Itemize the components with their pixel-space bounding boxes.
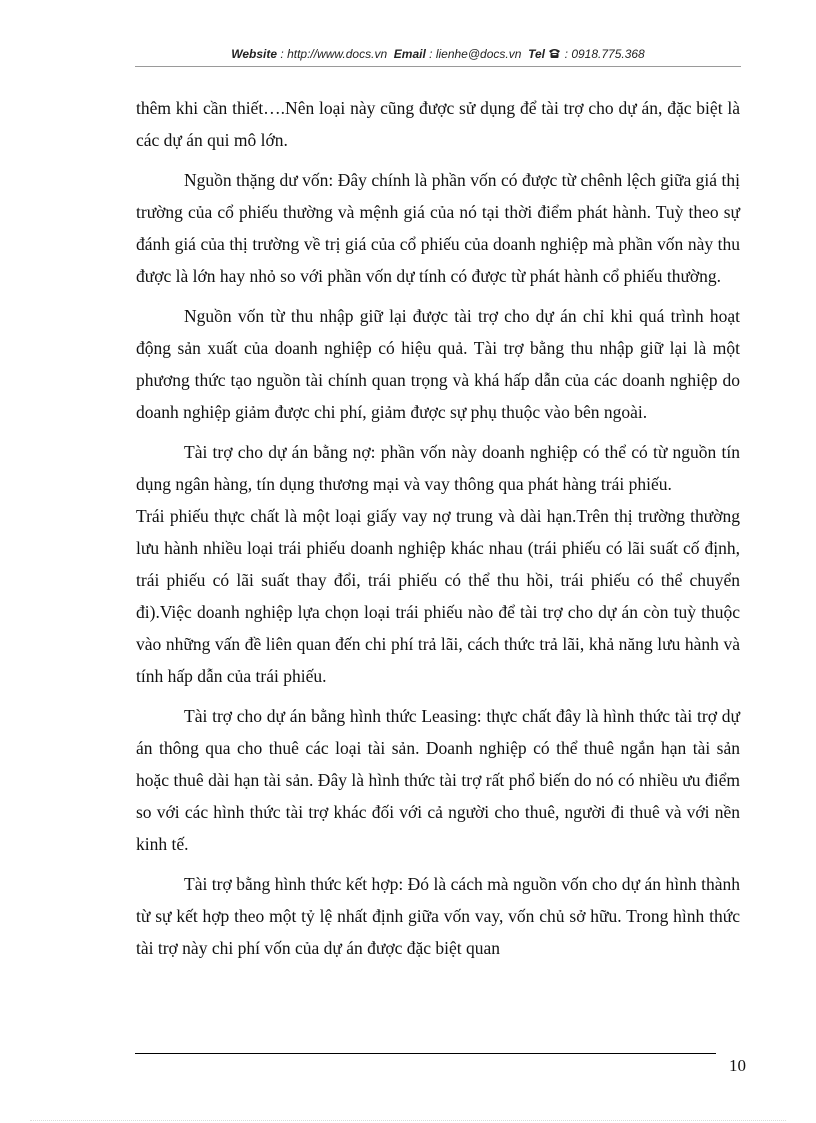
paragraph-debt-financing: Tài trợ cho dự án bằng nợ: phần vốn này doanh nghiệp có thể có từ nguồn tín dụng ngân hàng, tín dụng thương mại và vay thông qua phát hàng trái phiếu. — [136, 442, 740, 494]
document-body — [136, 92, 740, 972]
paragraph-surplus-capital: Nguồn thặng dư vốn: Đây chính là phần vốn có được từ chênh lệch giữa giá thị trường của cổ phiếu thường và mệnh giá của nó tại thời điểm phát hành. Tuỳ theo sự đánh giá của thị trường về trị giá của cổ phiếu của doanh nghiệp mà phần vốn này thu được là lớn hay nhỏ so với phần vốn dự tính có được từ phát hành cổ phiếu thường. — [136, 170, 740, 286]
footer-divider — [135, 1053, 716, 1054]
tel-value: : 0918.775.368 — [564, 47, 645, 61]
email-label: Email — [393, 47, 426, 61]
paragraph-combined-financing: Tài trợ bằng hình thức kết hợp: Đó là cách mà nguồn vốn cho dự án hình thành từ sự kết hợp theo một tỷ lệ nhất định giữa vốn vay, vốn chủ sở hữu. Trong hình thức tài trợ này chi phí vốn của dự án được đặc biệt quan — [136, 874, 740, 958]
website-label: Website — [231, 47, 278, 61]
paragraph-leasing: Tài trợ cho dự án bằng hình thức Leasing: thực chất đây là hình thức tài trợ dự án thông qua cho thuê các loại tài sản. Doanh nghiệp có thể thuê ngắn hạn tài sản hoặc thuê dài hạn tài sản. Đây là hình thức tài trợ rất phổ biến do nó có nhiều ưu điểm so với các hình thức tài trợ khác đối với cả người cho thuê, người đi thuê và với nền kinh tế. — [136, 706, 740, 854]
page-header — [135, 47, 741, 61]
page-bottom-border — [30, 1120, 786, 1121]
tel-label: Tel — [528, 47, 545, 61]
paragraph-retained-earnings: Nguồn vốn từ thu nhập giữ lại được tài trợ cho dự án chỉ khi quá trình hoạt động sản xuất của doanh nghiệp có hiệu quả. Tài trợ bằng thu nhập giữ lại là một phương thức tạo nguồn tài chính quan trọng và khá hấp dẫn của các doanh nghiệp do doanh nghiệp giảm được chi phí, giảm được sự phụ thuộc vào bên ngoài. — [136, 306, 740, 422]
website-value: : http://www.docs.vn — [280, 47, 388, 61]
paragraph-bonds: Trái phiếu thực chất là một loại giấy vay nợ trung và dài hạn.Trên thị trường thường lưu hành nhiều loại trái phiếu doanh nghiệp khác nhau (trái phiếu có lãi suất cố định, trái phiếu có lãi suất thay đổi, trái phiếu có thể thu hồi, trái phiếu có thể chuyển đi).Việc doanh nghiệp lựa chọn loại trái phiếu nào để tài trợ cho dự án còn tuỳ thuộc vào những vấn đề liên quan đến chi phí trả lãi, cách thức trả lãi, khả năng lưu hành và tính hấp dẫn của trái phiếu. — [136, 506, 740, 686]
paragraph-continuation: thêm khi cần thiết….Nên loại này cũng được sử dụng để tài trợ cho dự án, đặc biệt là các dự án qui mô lớn. — [136, 98, 740, 150]
header-divider — [135, 66, 741, 67]
page-number: 10 — [729, 1056, 746, 1075]
telephone-icon — [548, 48, 561, 59]
email-value: : lienhe@docs.vn — [429, 47, 522, 61]
